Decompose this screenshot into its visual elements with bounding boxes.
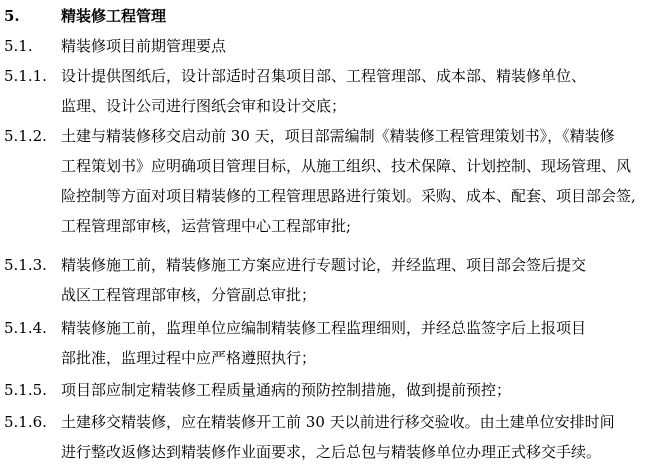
item-number: 5.1.1. (4, 67, 47, 85)
section-title: 精装修工程管理 (61, 7, 167, 25)
item-number: 5.1.4. (4, 319, 47, 337)
item-number: 5.1.5. (4, 381, 47, 399)
subsection-number: 5.1. (4, 37, 33, 55)
item-text-line: 部批准，监理过程中应严格遵照执行； (61, 349, 317, 367)
item-text-line: 土建移交精装修，应在精装修开工前 30 天以前进行移交验收。由土建单位安排时间 (61, 413, 615, 431)
item-text-line: 项目部应制定精装修工程质量通病的预防控制措施，做到提前预控； (61, 381, 512, 399)
item-text-line: 土建与精装修移交启动前 30 天，项目部需编制《精装修工程管理策划书》，《精装修 (61, 127, 615, 145)
item-text-line: 险控制等方面对项目精装修的工程管理思路进行策划。采购、成本、配套、项目部会签, (61, 187, 636, 205)
item-text-line: 监理、设计公司进行图纸会审和设计交底； (61, 97, 347, 115)
item-number: 5.1.3. (4, 256, 47, 274)
item-text-line: 工程策划书》应明确项目管理目标，从施工组织、技术保障、计划控制、现场管理、风 (61, 157, 632, 175)
item-number: 5.1.6. (4, 413, 47, 431)
subsection-title: 精装修项目前期管理要点 (61, 37, 227, 55)
item-text-line: 进行整改返修达到精装修作业面要求，之后总包与精装修单位办理正式移交手续。 (61, 443, 602, 461)
item-text-line: 工程管理部审核，运营管理中心工程部审批; (61, 217, 352, 235)
item-text-line: 精装修施工前，精装修施工方案应进行专题讨论，并经监理、项目部会签后提交 (61, 256, 587, 274)
item-number: 5.1.2. (4, 127, 47, 145)
section-number: 5. (4, 7, 20, 25)
item-text-line: 精装修施工前，监理单位应编制精装修工程监理细则，并经总监签字后上报项目 (61, 319, 587, 337)
item-text-line: 设计提供图纸后，设计部适时召集项目部、工程管理部、成本部、精装修单位、 (61, 67, 587, 85)
item-text-line: 战区工程管理部审核，分管副总审批； (61, 286, 317, 304)
